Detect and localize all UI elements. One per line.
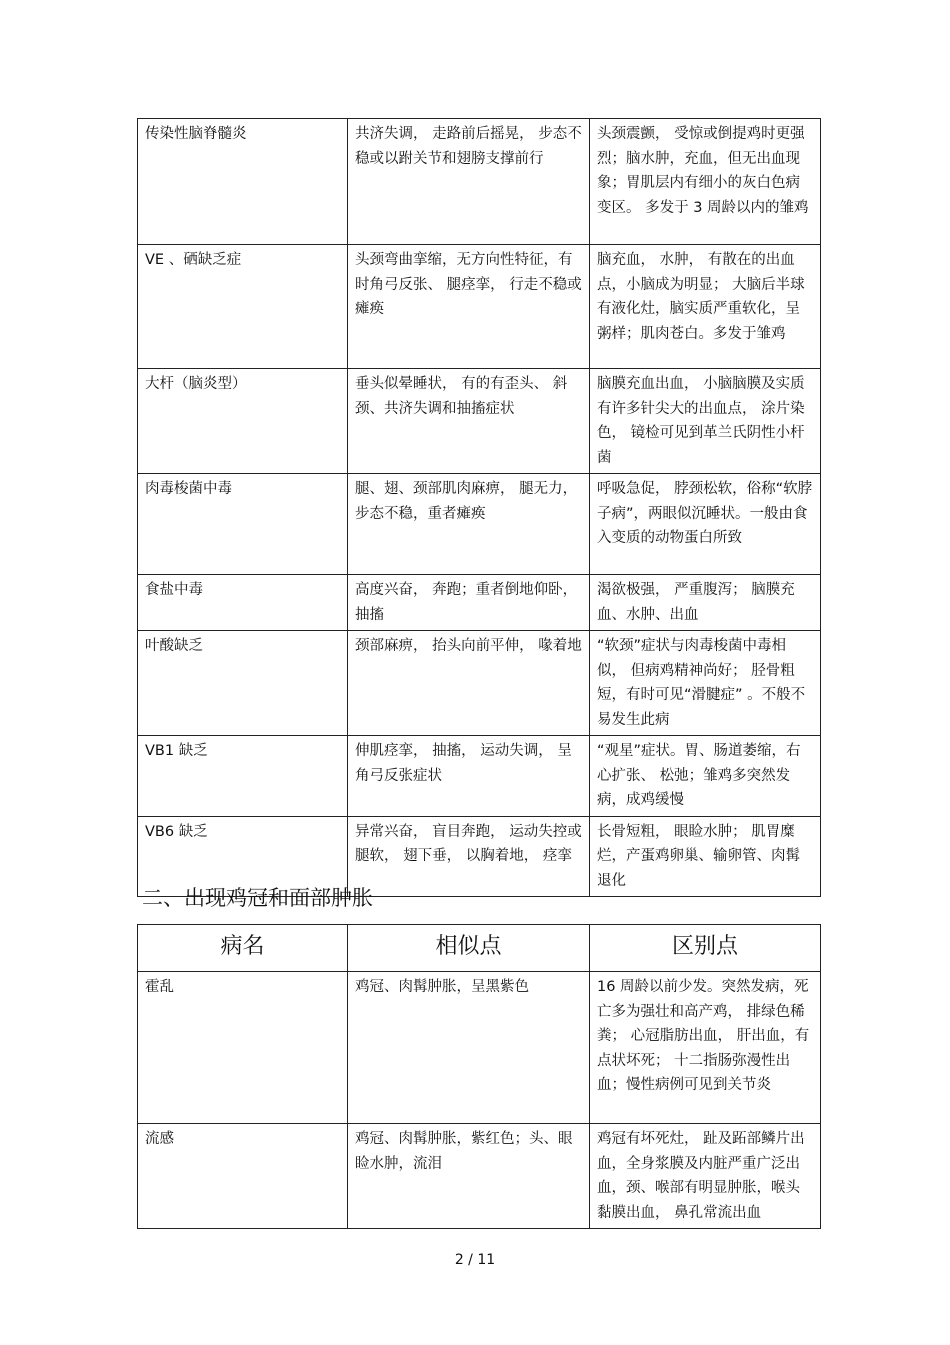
- table-row: [138, 369, 821, 474]
- table-row: [138, 972, 821, 1124]
- page-number: 2 / 11: [454, 1252, 496, 1268]
- disease-name-cell: VB6 缺乏: [138, 816, 348, 897]
- disease-name-cell: 肉毒梭菌中毒: [138, 474, 348, 575]
- header-similar: 相似点: [348, 925, 590, 972]
- disease-name-cell: VE 、硒缺乏症: [138, 245, 348, 369]
- similar-cell: 颈部麻痹， 抬头向前平伸， 喙着地: [348, 631, 590, 736]
- difference-cell: “软颈”症状与肉毒梭菌中毒相似， 但病鸡精神尚好； 胫骨粗短，有时可见“滑腱症” 。不般不易发生此病: [590, 631, 821, 736]
- similar-cell: 共济失调， 走路前后摇晃， 步态不稳或以跗关节和翅膀支撑前行: [348, 119, 590, 245]
- similar-cell: 腿、翅、颈部肌肉麻痹， 腿无力，步态不稳，重者瘫痪: [348, 474, 590, 575]
- table-row: [138, 736, 821, 817]
- difference-cell: 长骨短粗， 眼睑水肿； 肌胃糜烂，产蛋鸡卵巢、输卵管、肉髯退化: [590, 816, 821, 897]
- similar-cell: 高度兴奋， 奔跑；重者倒地仰卧，抽搐: [348, 575, 590, 631]
- difference-cell: 脑充血， 水肿， 有散在的出血点，小脑成为明显； 大脑后半球有液化灶，脑实质严重软化，呈粥样；肌肉苍白。多发于雏鸡: [590, 245, 821, 369]
- table-row: [138, 575, 821, 631]
- similar-cell: 头颈弯曲挛缩，无方向性特征，有时角弓反张、 腿痉挛， 行走不稳或瘫痪: [348, 245, 590, 369]
- disease-name-cell: 大杆（脑炎型）: [138, 369, 348, 474]
- table-row: [138, 474, 821, 575]
- difference-cell: 头颈震颤， 受惊或倒提鸡时更强烈；脑水肿，充血，但无出血现象；胃肌层内有细小的灰白色病变区。 多发于 3 周龄以内的雏鸡: [590, 119, 821, 245]
- comb-face-swelling-table: [137, 924, 821, 1229]
- disease-name-cell: 霍乱: [138, 972, 348, 1124]
- difference-cell: “观星”症状。胃、肠道萎缩，右心扩张、 松弛；雏鸡多突然发病，成鸡缓慢: [590, 736, 821, 817]
- similar-cell: 伸肌痉挛， 抽搐， 运动失调， 呈角弓反张症状: [348, 736, 590, 817]
- difference-cell: 16 周龄以前少发。突然发病，死亡多为强壮和高产鸡， 排绿色稀粪； 心冠脂肪出血， 肝出血，有点状坏死； 十二指肠弥漫性出血；慢性病例可见到关节炎: [590, 972, 821, 1124]
- table-row: [138, 119, 821, 245]
- disease-name-cell: 传染性脑脊髓炎: [138, 119, 348, 245]
- difference-cell: 鸡冠有坏死灶， 趾及跖部鳞片出血，全身浆膜及内脏严重广泛出血，颈、喉部有明显肿胀，喉头黏膜出血， 鼻孔常流出血: [590, 1124, 821, 1229]
- difference-cell: 呼吸急促， 脖颈松软，俗称“软脖子病”，两眼似沉睡状。一般由食入变质的动物蛋白所致: [590, 474, 821, 575]
- header-disease-name: 病名: [138, 925, 348, 972]
- table-row: [138, 1124, 821, 1229]
- similar-cell: 异常兴奋， 盲目奔跑， 运动失控或腿软， 翅下垂， 以胸着地， 痉挛: [348, 816, 590, 897]
- disease-name-cell: 食盐中毒: [138, 575, 348, 631]
- disease-name-cell: 叶酸缺乏: [138, 631, 348, 736]
- section-heading: 二、出现鸡冠和面部肿胀: [142, 886, 373, 910]
- disease-name-cell: 流感: [138, 1124, 348, 1229]
- difference-cell: 脑膜充血出血， 小脑脑膜及实质有许多针尖大的出血点， 涂片染色， 镜检可见到革兰氏阴性小杆菌: [590, 369, 821, 474]
- table-header-row: [138, 925, 821, 972]
- header-difference: 区别点: [590, 925, 821, 972]
- difference-cell: 渴欲极强， 严重腹泻； 脑膜充血、水肿、出血: [590, 575, 821, 631]
- similar-cell: 鸡冠、肉髯肿胀，紫红色；头、眼睑水肿，流泪: [348, 1124, 590, 1229]
- similar-cell: 鸡冠、肉髯肿胀，呈黑紫色: [348, 972, 590, 1124]
- similar-cell: 垂头似晕睡状， 有的有歪头、 斜颈、共济失调和抽搐症状: [348, 369, 590, 474]
- disease-comparison-table-continued: [137, 118, 821, 897]
- table-row: [138, 245, 821, 369]
- table-row: [138, 631, 821, 736]
- disease-name-cell: VB1 缺乏: [138, 736, 348, 817]
